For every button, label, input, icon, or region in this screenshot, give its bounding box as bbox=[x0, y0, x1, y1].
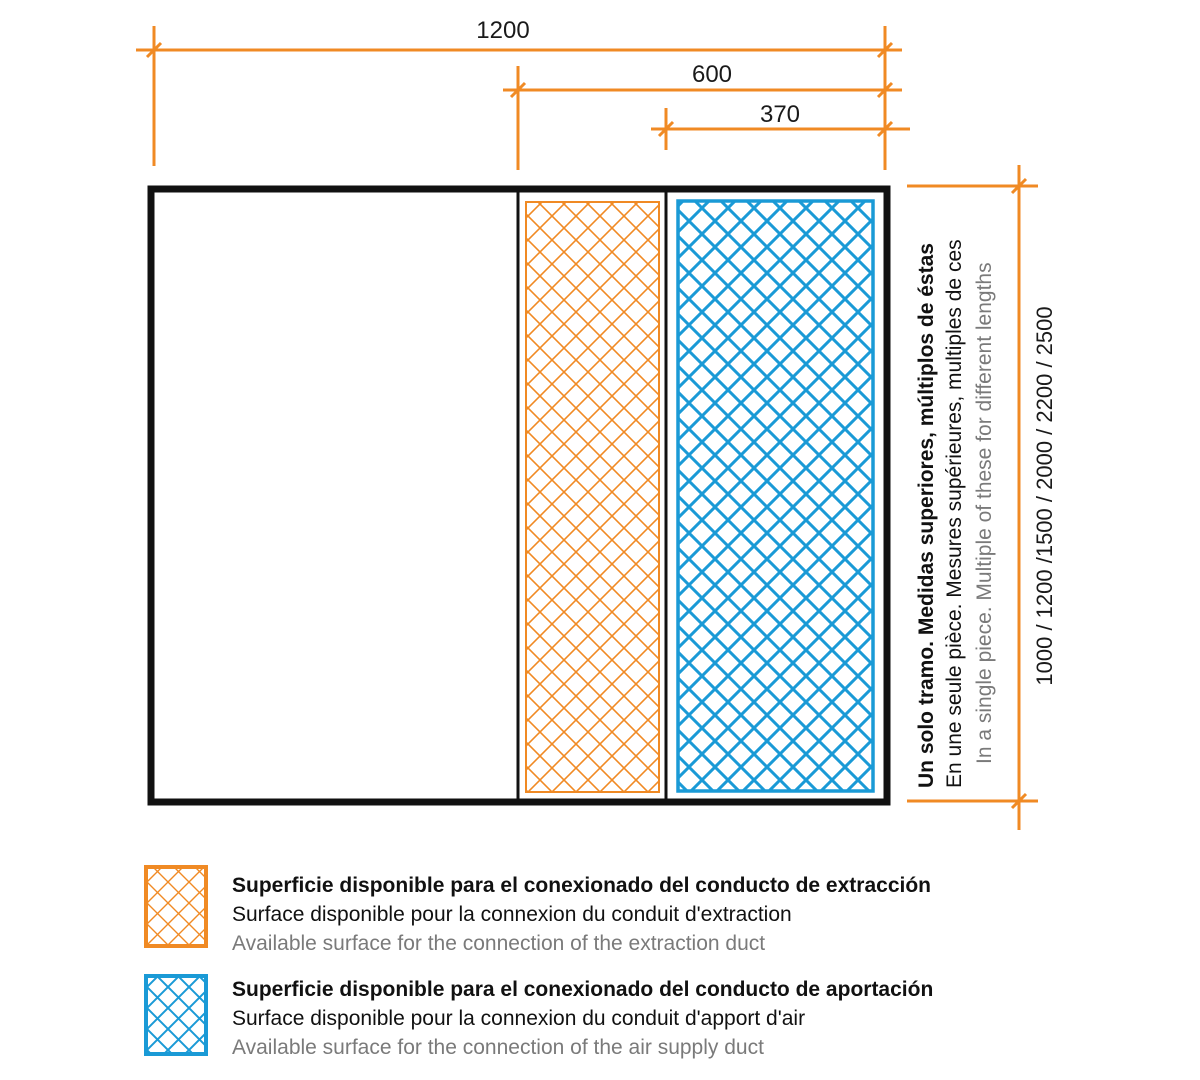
height-options-label: 1000 / 1200 /1500 / 2000 / 2200 / 2500 bbox=[1032, 306, 1057, 686]
legend-air-supply-swatch bbox=[146, 976, 206, 1054]
legend-item-air-supply bbox=[146, 976, 933, 1059]
legend-air-supply-fr: Surface disponible pour la connexion du conduit d'apport d'air bbox=[232, 1007, 806, 1030]
legend-extraction-en: Available surface for the connection of the extraction duct bbox=[232, 932, 766, 955]
dimension-secondary-width-label: 600 bbox=[691, 61, 733, 88]
legend-air-supply-es: Superficie disponible para el conexionado del conducto de aportación bbox=[232, 978, 934, 1001]
legend-extraction-fr: Surface disponible pour la connexion du conduit d'extraction bbox=[232, 903, 792, 926]
dimension-total-width-label: 1200 bbox=[476, 17, 530, 44]
side-note-en: In a single piece. Multiple of these for different lengths bbox=[973, 262, 996, 764]
extraction-area bbox=[526, 202, 659, 792]
side-note-es: Un solo tramo. Medidas superiores, múltiplos de éstas bbox=[915, 243, 938, 788]
legend-extraction-swatch bbox=[146, 867, 206, 946]
side-note-fr: En une seule pièce. Mesures supérieures, multiples de ces bbox=[943, 239, 966, 788]
air-supply-area bbox=[678, 201, 873, 791]
legend-extraction-es: Superficie disponible para el conexionado del conducto de extracción bbox=[232, 874, 931, 897]
legend-item-extraction bbox=[146, 867, 931, 955]
dimension-inner-width-label: 370 bbox=[759, 101, 801, 128]
legend-air-supply-en: Available surface for the connection of the air supply duct bbox=[232, 1036, 764, 1059]
